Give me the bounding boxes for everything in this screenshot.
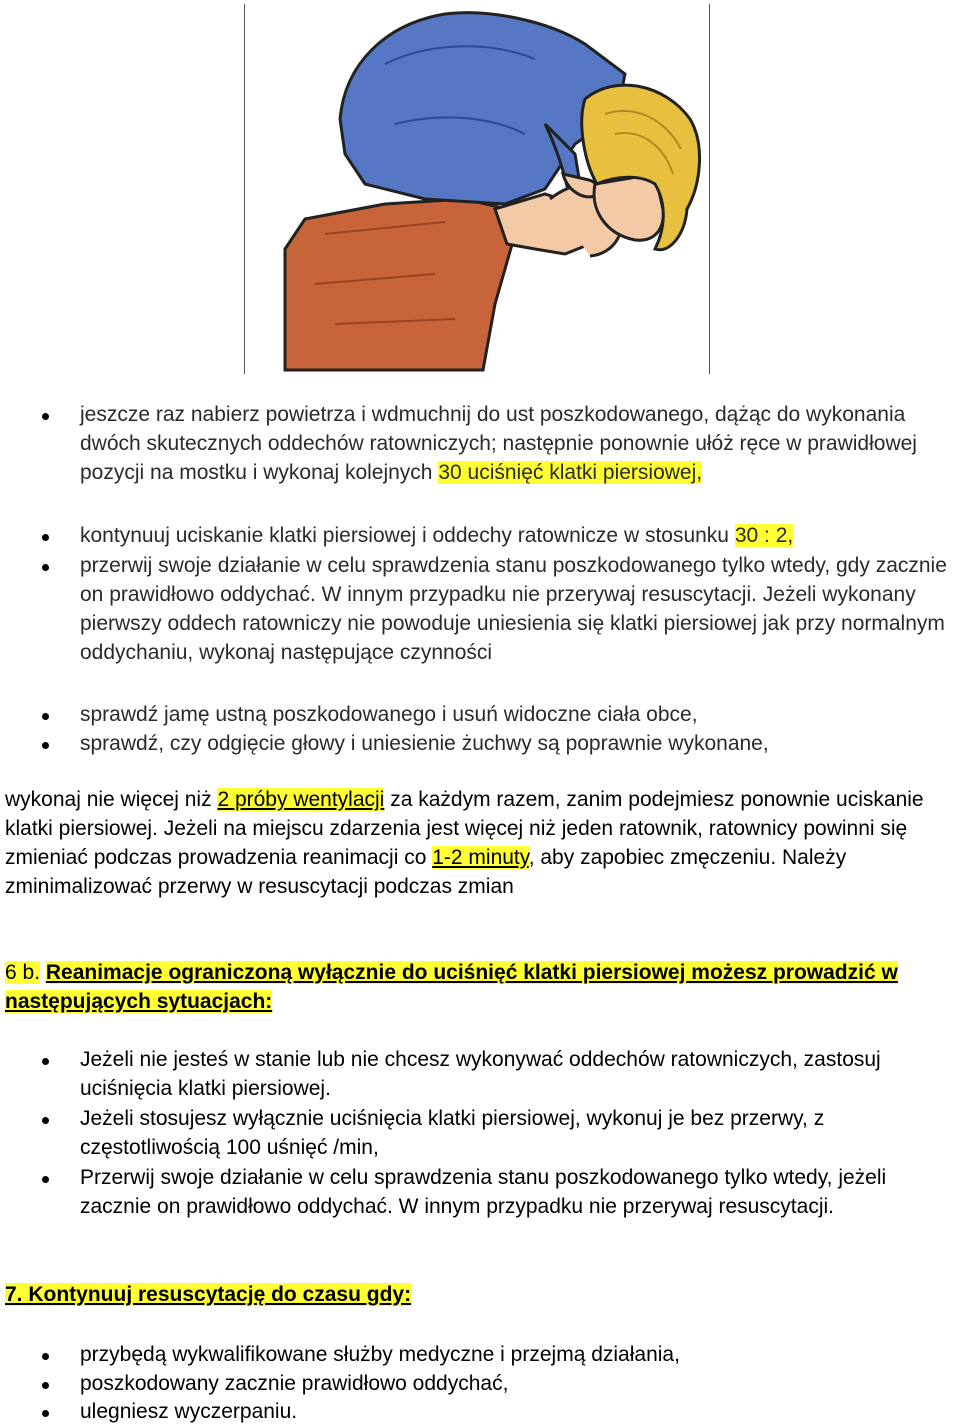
bullet-icon bbox=[42, 742, 49, 749]
list-item bbox=[0, 400, 960, 516]
bullet-icon bbox=[42, 1176, 49, 1183]
list-item-text: jeszcze raz nabierz powietrza i wdmuchnij do ust poszkodowanego, dążąc do wykonania dwóch skutecznych oddechów ratowniczych; następnie ponownie ułóż ręce w prawidłowej pozycji na mostku i wykonaj kolejnych 30 uciśnięć klatki piersiowej, bbox=[80, 403, 917, 484]
list-item bbox=[0, 700, 960, 729]
bullet-icon bbox=[42, 1117, 49, 1124]
list-item bbox=[0, 1397, 960, 1426]
list-item-text: Jeżeli stosujesz wyłącznie uciśnięcia klatki piersiowej, wykonuj je bez przerwy, z częstotliwością 100 uśnięć /min, bbox=[80, 1107, 825, 1159]
bullet-icon bbox=[42, 413, 49, 420]
list-item bbox=[0, 1369, 960, 1398]
bullet-icon bbox=[42, 564, 49, 571]
list-item bbox=[0, 1045, 960, 1103]
bullet-icon bbox=[42, 1058, 49, 1065]
bullet-icon bbox=[42, 534, 49, 541]
body-paragraph: wykonaj nie więcej niż 2 próby wentylacji za każdym razem, zanim podejmiesz ponownie uciskanie klatki piersiowej. Jeżeli na miejscu zdarzenia jest więcej niż jeden ratownik, ratownicy powinni się zmieniać podczas prowadzenia reanimacji co 1-2 minuty, aby zapobiec zmęczeniu. Należy zminimalizować przerwy w resuscytacji podczas zmian bbox=[5, 788, 924, 898]
bullet-icon bbox=[42, 1382, 49, 1389]
bullet-icon bbox=[42, 1410, 49, 1417]
list-item bbox=[0, 521, 960, 550]
bullet-icon bbox=[42, 1353, 49, 1360]
list-item bbox=[0, 1104, 960, 1162]
section-7-heading: 7. Kontynuuj resuscytację do czasu gdy: bbox=[5, 1283, 412, 1306]
list-item-text: ulegniesz wyczerpaniu. bbox=[80, 1400, 298, 1423]
list-item-text: poszkodowany zacznie prawidłowo oddychać, bbox=[80, 1372, 509, 1395]
list-item-text: przybędą wykwalifikowane służby medyczne i przejmą działania, bbox=[80, 1343, 680, 1366]
list-item bbox=[0, 551, 960, 696]
list-item-text: sprawdź, czy odgięcie głowy i uniesienie żuchwy są poprawnie wykonane, bbox=[80, 732, 769, 755]
list-item-text: Przerwij swoje działanie w celu sprawdzenia stanu poszkodowanego tylko wtedy, jeżeli zacznie on prawidłowo oddychać. W innym przypadku nie przerywaj resuscytacji. bbox=[80, 1166, 887, 1218]
bullet-icon bbox=[42, 713, 49, 720]
list-item-text: kontynuuj uciskanie klatki piersiowej i oddechy ratownicze w stosunku 30 : 2, bbox=[80, 524, 794, 547]
rescue-breath-illustration bbox=[244, 4, 710, 374]
list-item-text: przerwij swoje działanie w celu sprawdzenia stanu poszkodowanego tylko wtedy, gdy zacznie on prawidłowo oddychać. W innym przypadku nie przerywaj resuscytacji. Jeżeli wykonany pierwszy oddech ratowniczy nie powoduje uniesienia się klatki piersiowej jak przy normalnym oddychaniu, wykonaj następujące czynności bbox=[80, 554, 947, 664]
list-item bbox=[0, 1163, 960, 1250]
list-item bbox=[0, 729, 960, 758]
list-item bbox=[0, 1340, 960, 1369]
section-6b-heading: 6 b. Reanimacje ograniczoną wyłącznie do uciśnięć klatki piersiowej możesz prowadzić w następujących sytuacjach: bbox=[5, 961, 898, 1013]
list-item-text: sprawdź jamę ustną poszkodowanego i usuń widoczne ciała obce, bbox=[80, 703, 698, 726]
list-item-text: Jeżeli nie jesteś w stanie lub nie chcesz wykonywać oddechów ratowniczych, zastosuj uciśnięcia klatki piersiowej. bbox=[80, 1048, 881, 1100]
